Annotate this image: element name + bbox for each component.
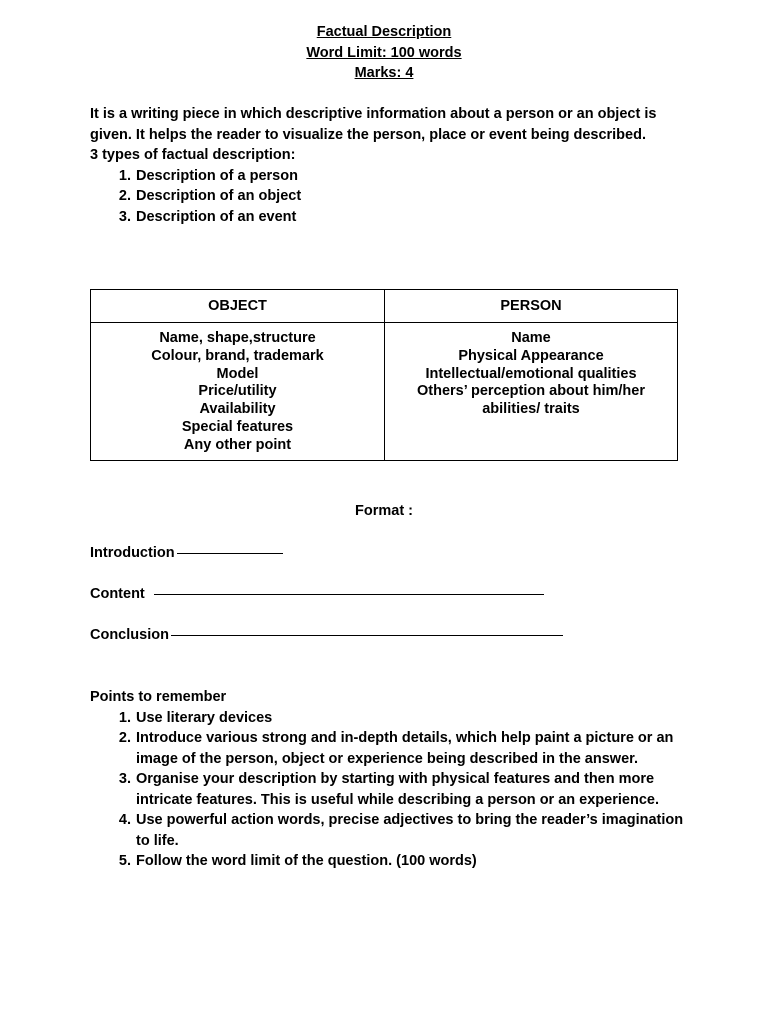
blank-line	[154, 584, 544, 595]
list-item: 2. Description of an object	[135, 186, 690, 207]
header	[0, 22, 768, 84]
table-cell-line: Colour, brand, trademark	[151, 347, 324, 364]
list-item: 4. Use powerful action words, precise adjectives to bring the reader’s imagination to life.	[135, 810, 690, 851]
list-item: 2. Introduce various strong and in-depth details, which help paint a picture or an image of the person, object or experience being described in the answer.	[135, 728, 690, 769]
blank-line	[177, 543, 283, 554]
points-heading: Points to remember	[90, 689, 227, 705]
types-list	[90, 166, 690, 228]
table-cell-line: Special features	[181, 418, 294, 435]
list-item: 3. Description of an event	[135, 207, 690, 228]
table-cell-line: Intellectual/emotional qualities	[425, 365, 637, 382]
format-introduction-label: Introduction	[90, 545, 175, 561]
format-introduction-row	[90, 543, 283, 563]
table-cell-line: Availability	[199, 401, 276, 418]
document-title: Factual Description	[316, 24, 452, 40]
table-cell-line: Any other point	[183, 436, 292, 453]
table-cell-line: Name	[511, 330, 551, 346]
table-cell-line: Others’ perception about him/her	[416, 383, 645, 400]
list-item: 1. Description of a person	[135, 166, 690, 187]
types-heading: 3 types of factual description:	[90, 147, 296, 163]
format-conclusion-row	[90, 625, 563, 645]
format-title: Format :	[355, 503, 413, 519]
comparison-table	[90, 289, 678, 461]
table-cell-line: Name, shape,structure	[159, 330, 316, 346]
word-limit: Word Limit: 100 words	[306, 44, 462, 61]
table-cell-line: Price/utility	[198, 383, 277, 400]
list-item: 3. Organise your description by starting with physical features and then more intricate features. This is useful while describing a person or an experience.	[135, 769, 690, 810]
object-column-header: OBJECT	[91, 290, 385, 323]
list-item: 5. Follow the word limit of the question. (100 words)	[135, 851, 690, 872]
intro-section	[90, 104, 690, 227]
person-cell	[385, 323, 677, 460]
points-section	[90, 687, 690, 872]
points-list	[90, 708, 690, 872]
format-conclusion-label: Conclusion	[90, 627, 169, 643]
person-column-header: PERSON	[385, 290, 677, 323]
blank-line	[171, 625, 563, 636]
format-content-row	[90, 584, 544, 604]
object-cell	[91, 323, 385, 460]
list-item: 1. Use literary devices	[135, 708, 690, 729]
table-cell-line: abilities/ traits	[482, 401, 580, 418]
table-cell-line: Physical Appearance	[458, 347, 604, 364]
table-cell-line: Model	[216, 365, 259, 382]
marks: Marks: 4	[354, 65, 414, 81]
format-content-label: Content	[90, 586, 145, 602]
intro-paragraph: It is a writing piece in which descriptive information about a person or an object is given. It helps the reader to visualize the person, place or event being described.	[90, 106, 657, 143]
